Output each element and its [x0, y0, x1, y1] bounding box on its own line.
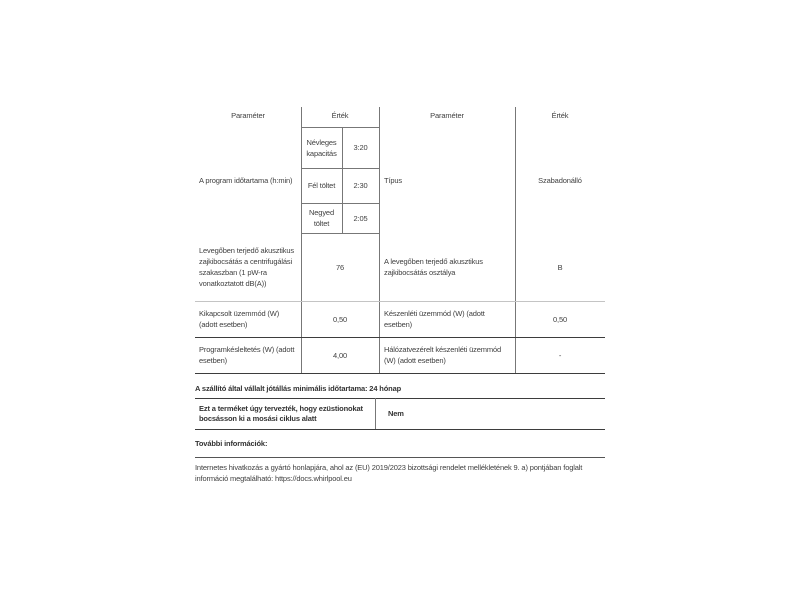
- param-standby-mode: Készenléti üzemmód (W) (adott esetben): [384, 309, 485, 329]
- header-param-left: Paraméter: [231, 110, 265, 120]
- warranty-note: A szállító által vállalt jótállás minimális időtartama: 24 hónap: [195, 383, 402, 393]
- value-delay-start: 4,00: [333, 350, 347, 360]
- param-noise-class: A levegőben terjedő akusztikus zajkibocsátás osztálya: [384, 257, 483, 277]
- subrow-label-rated-capacity: Névleges kapacitás: [306, 137, 337, 158]
- silver-ion-answer: Nem: [388, 408, 404, 418]
- value-type: Szabadonálló: [538, 175, 582, 185]
- manufacturer-link-note: Internetes hivatkozás a gyártó honlapjára, ahol az (EU) 2019/2023 bizottsági rendelet mellékletének 9. a) pontjában foglalt információ megtalálható: https://docs.whirlpool.eu: [195, 463, 583, 483]
- table-vertical-divider-2: [379, 107, 380, 373]
- header-value-right: Érték: [551, 110, 569, 120]
- param-type: Típus: [384, 175, 403, 185]
- table-bottom-border: [195, 373, 605, 374]
- subrow-value-quarter-load: 2:05: [353, 213, 368, 223]
- param-delay-start: Programkésleltetés (W) (adott esetben): [199, 345, 295, 365]
- value-networked-standby: -: [558, 350, 562, 360]
- subrow-label-half-load: Fél töltet: [307, 181, 336, 190]
- param-program-duration: A program időtartama (h:min): [199, 175, 293, 185]
- header-value-left: Érték: [331, 110, 349, 120]
- product-fiche: [195, 100, 605, 485]
- more-info-heading: További információk:: [195, 438, 268, 448]
- subrow-value-half-load: 2:30: [353, 181, 368, 190]
- subrow-value-rated-capacity: 3:20: [353, 143, 368, 152]
- more-info-divider: [195, 457, 605, 458]
- value-noise-emission: 76: [335, 262, 345, 272]
- value-noise-class: B: [557, 262, 563, 272]
- param-networked-standby: Hálózatvezérelt készenléti üzemmód (W) (adott esetben): [384, 345, 502, 365]
- silver-ion-statement: Ezt a terméket úgy tervezték, hogy ezüstionokat bocsásson ki a mosási ciklus alatt: [199, 403, 363, 423]
- silver-ion-row-divider: [375, 398, 376, 429]
- param-off-mode: Kikapcsolt üzemmód (W) (adott esetben): [199, 309, 280, 329]
- value-standby-mode: 0,50: [553, 314, 567, 324]
- silver-ion-row-bottom-border: [195, 429, 605, 430]
- header-param-right: Paraméter: [430, 110, 464, 120]
- param-noise-emission: Levegőben terjedő akusztikus zajkibocsátás a centrifugálási szakaszban (1 pW-ra vonatkoztatott dB(A)): [199, 246, 295, 288]
- subrow-label-quarter-load: Negyed töltet: [309, 208, 334, 228]
- value-off-mode: 0,50: [333, 314, 347, 324]
